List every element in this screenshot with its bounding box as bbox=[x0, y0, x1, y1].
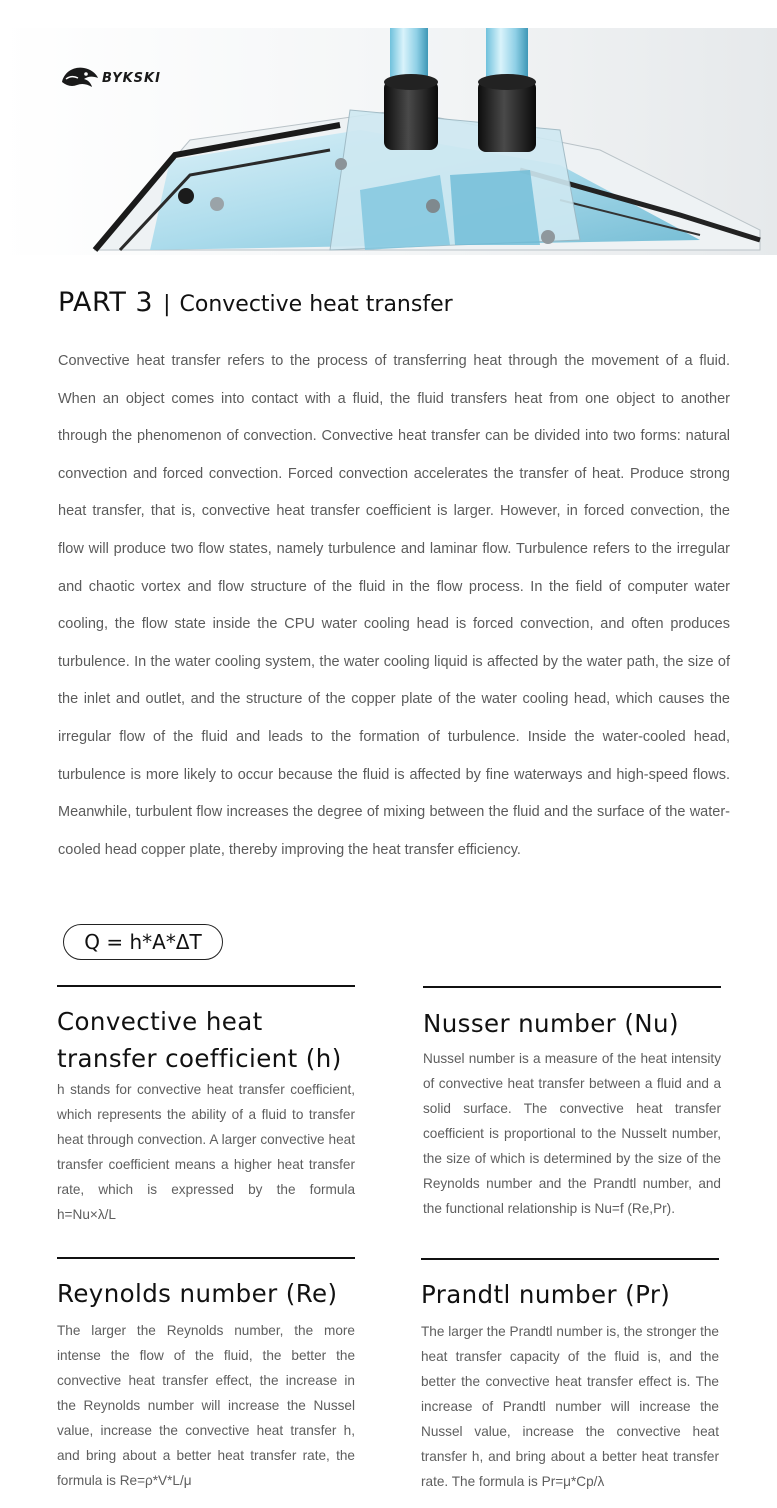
part-label: PART 3 bbox=[58, 287, 154, 318]
card-title: Nusser number (Nu) bbox=[423, 1009, 679, 1038]
heading-separator: | bbox=[163, 292, 171, 317]
card-title: Convective heat transfer coefficient (h) bbox=[57, 1007, 342, 1073]
section-heading bbox=[58, 287, 453, 318]
card-reynolds-number bbox=[57, 1257, 355, 1493]
card-body: h stands for convective heat transfer coefficient, which represents the ability of a fluid to transfer heat through convection. A larger convective heat transfer coefficient means a higher heat transfer rate, which is expressed by the formula h=Nu×λ/L bbox=[57, 1082, 355, 1222]
water-block-illustration bbox=[0, 0, 777, 255]
card-nusselt-number bbox=[423, 986, 721, 1221]
hero-product-image bbox=[0, 0, 777, 255]
card-divider bbox=[423, 986, 721, 988]
card-divider bbox=[421, 1258, 719, 1260]
formula-badge: Q = h*A*ΔT bbox=[63, 924, 223, 960]
card-prandtl-number bbox=[421, 1258, 719, 1494]
card-divider bbox=[57, 1257, 355, 1259]
card-body: The larger the Reynolds number, the more intense the flow of the fluid, the better the convective heat transfer effect, the increase in the Reynolds number will increase the Nussel value, increase the convective heat transfer h, and bring about a better heat transfer rate, the formula is Re=ρ*V*L/μ bbox=[57, 1323, 355, 1488]
card-divider bbox=[57, 985, 355, 987]
card-title: Prandtl number (Pr) bbox=[421, 1280, 671, 1309]
logo-wordmark: BYKSKI bbox=[102, 70, 161, 86]
card-convective-coefficient bbox=[57, 985, 355, 1227]
card-body: The larger the Prandtl number is, the stronger the heat transfer capacity of the fluid is, and the better the convective heat transfer effect is. The increase of Prandtl number will increase the Nussel value, increase the convective heat transfer h, and bring about a better heat transfer rate. The formula is Pr=μ*Cp/λ bbox=[421, 1324, 719, 1489]
intro-paragraph: Convective heat transfer refers to the process of transferring heat through the movement of a fluid. When an object comes into contact with a fluid, the fluid transfers heat from one object to another through the phenomenon of convection. Convective heat transfer can be divided into two forms: natural convection and forced convection. Forced convection accelerates the transfer of heat. Produce strong heat transfer, that is, convective heat transfer coefficient is larger. However, in forced convection, the flow will produce two flow states, namely turbulence and laminar flow. Turbulence refers to the irregular and chaotic vortex and flow structure of the fluid in the flow process. In the field of computer water cooling, the flow state inside the CPU water cooling head is forced convection, and often produces turbulence. In the water cooling system, the water cooling liquid is affected by the water path, the size of the inlet and outlet, and the structure of the copper plate of the water cooling head, which causes the irregular flow of the fluid and leads to the formation of turbulence. Inside the water-cooled head, turbulence is more likely to occur because the fluid is affected by fine waterways and high-speed flows. Meanwhile, turbulent flow increases the degree of mixing between the fluid and the surface of the water-cooled head copper plate, thereby improving the heat transfer efficiency. bbox=[58, 353, 730, 858]
section-title: Convective heat transfer bbox=[179, 292, 453, 317]
card-title: Reynolds number (Re) bbox=[57, 1279, 338, 1308]
dragon-logo-icon bbox=[60, 64, 100, 92]
bykski-logo bbox=[60, 64, 161, 92]
card-body: Nussel number is a measure of the heat intensity of convective heat transfer between a fluid and a solid surface. The convective heat transfer coefficient is proportional to the Nusselt number, the size of which is determined by the size of the Reynolds number and the Prandtl number, and the functional relationship is Nu=f (Re,Pr). bbox=[423, 1051, 721, 1216]
